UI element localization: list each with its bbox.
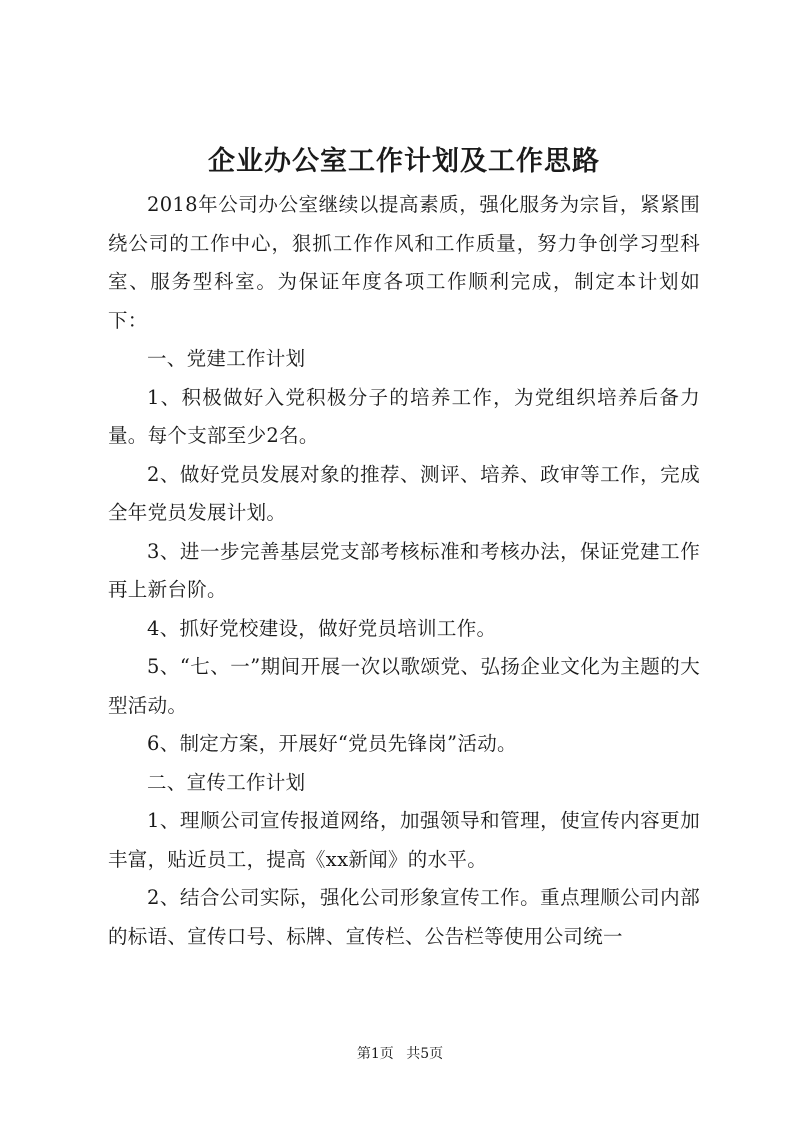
list-item: 4、抓好党校建设，做好党员培训工作。 — [147, 616, 497, 640]
document-title: 企业办公室工作计划及工作思路 — [208, 146, 600, 177]
page-total: 共5页 — [406, 1046, 444, 1062]
list-item: 1、理顺公司宣传报道网络，加强领导和管理，使宣传内容更加丰富，贴近员工，提高《xx新闻》的水平。 — [108, 809, 700, 871]
page-number: 第1页 — [356, 1046, 394, 1062]
list-item: 3、进一步完善基层党支部考核标准和考核办法，保证党建工作再上新台阶。 — [108, 539, 700, 601]
page-footer — [0, 1045, 800, 1063]
list-item: 2、结合公司实际，强化公司形象宣传工作。重点理顺公司内部的标语、宣传口号、标牌、宣传栏、公告栏等使用公司统一 — [108, 886, 700, 948]
section-heading-party-building: 一、党建工作计划 — [147, 347, 306, 370]
list-item: 2、做好党员发展对象的推荐、测评、培养、政审等工作，完成全年党员发展计划。 — [108, 462, 700, 524]
section-heading-publicity: 二、宣传工作计划 — [147, 770, 306, 794]
list-item: 6、制定方案，开展好“党员先锋岗”活动。 — [147, 732, 517, 755]
document-body — [108, 186, 700, 956]
document-page — [108, 140, 700, 956]
list-item: 1、积极做好入党积极分子的培养工作，为党组织培养后备力量。每个支部至少2名。 — [108, 385, 700, 447]
list-item: 5、“七、一”期间开展一次以歌颂党、弘扬企业文化为主题的大型活动。 — [108, 655, 700, 717]
intro-paragraph: 2018年公司办公室继续以提高素质，强化服务为宗旨，紧紧围绕公司的工作中心，狠抓工作作风和工作质量，努力争创学习型科室、服务型科室。为保证年度各项工作顺利完成，制定本计划如下： — [108, 193, 700, 332]
